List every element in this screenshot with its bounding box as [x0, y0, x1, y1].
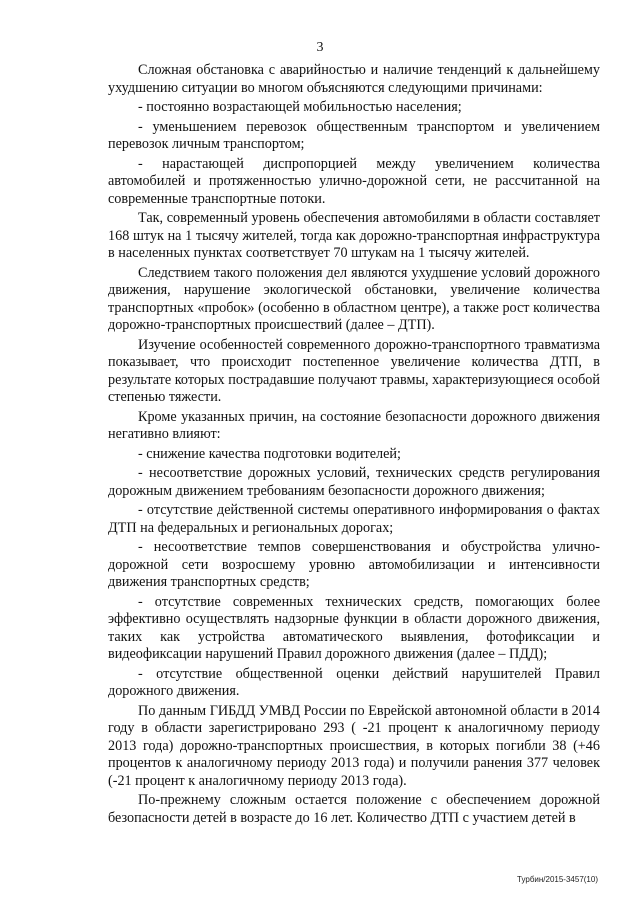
- paragraph-intro: Сложная обстановка с аварийностью и наличие тенденций к дальнейшему ухудшению ситуации во многом объясняются следующими причинами:: [108, 62, 600, 96]
- list-item-road-conditions: - несоответствие дорожных условий, технических средств регулирования дорожным движением требованиям безопасности дорожного движения;: [108, 465, 600, 499]
- list-item-information-system: - отсутствие действенной системы оперативного информирования о фактах ДТП на федеральных и региональных дорогах;: [108, 502, 600, 536]
- list-item-technical-means: - отсутствие современных технических средств, помогающих более эффективно осуществлять надзорные функции в области дорожного движения, таких как устройства автоматического выявления, фотофиксации и видеофиксации нарушений Правил дорожного движения (далее – ПДД);: [108, 593, 600, 662]
- list-item-road-network: - несоответствие темпов совершенствования и обустройства улично-дорожной сети возросшему уровню автомобилизации и интенсивности движения транспортных средств;: [108, 539, 600, 590]
- list-item-public-transport: - уменьшением перевозок общественным транспортом и увеличением перевозок личным транспортом;: [108, 118, 600, 152]
- paragraph-consequences: Следствием такого положения дел являются ухудшение условий дорожного движения, нарушение экологической обстановки, увеличение количества транспортных «пробок» (особенно в областном центре), а также рост количества дорожно-транспортных происшествий (далее – ДТП).: [108, 264, 600, 333]
- list-item-disproportion: - нарастающей диспропорцией между увеличением количества автомобилей и протяженностью улично-дорожной сети, не рассчитанной на современные транспортные потоки.: [108, 155, 600, 207]
- list-item-driver-training: - снижение качества подготовки водителей;: [138, 445, 401, 462]
- list-item-mobility: - постоянно возрастающей мобильностью населения;: [138, 99, 462, 115]
- page-number: 3: [316, 40, 324, 55]
- footer-document-code: Турбин/2015-3457(10): [517, 875, 598, 884]
- body-text: [108, 62, 600, 829]
- paragraph-car-ownership: Так, современный уровень обеспечения автомобилями в области составляет 168 штук на 1 тысячу жителей, тогда как дорожно-транспортная инфраструктура в населенных пунктах соответствует 70 штукам на 1 тысячу жителей.: [108, 210, 600, 261]
- paragraph-children-safety: По-прежнему сложным остается положение с обеспечением дорожной безопасности детей в возрасте до 16 лет. Количество ДТП с участием детей в: [108, 792, 600, 826]
- list-item-public-assessment: - отсутствие общественной оценки действий нарушителей Правил дорожного движения.: [108, 665, 600, 699]
- paragraph-injuries: Изучение особенностей современного дорожно-транспортного травматизма показывает, что происходит постепенное увеличение количества ДТП, в результате которых пострадавшие получают травмы, характеризующиеся особой степенью тяжести.: [108, 336, 600, 405]
- paragraph-other-factors: Кроме указанных причин, на состояние безопасности дорожного движения негативно влияют:: [108, 408, 600, 442]
- paragraph-statistics: По данным ГИБДД УМВД России по Еврейской автономной области в 2014 году в области зарегистрировано 293 ( -21 процент к аналогичному периоду 2013 года) дорожно-транспортных происшествия, в которых погибли 38 (+46 процентов к аналогичному периоду 2013 года) и получили ранения 377 человек (-21 процент к аналогичному периоду 2013 года).: [108, 702, 600, 789]
